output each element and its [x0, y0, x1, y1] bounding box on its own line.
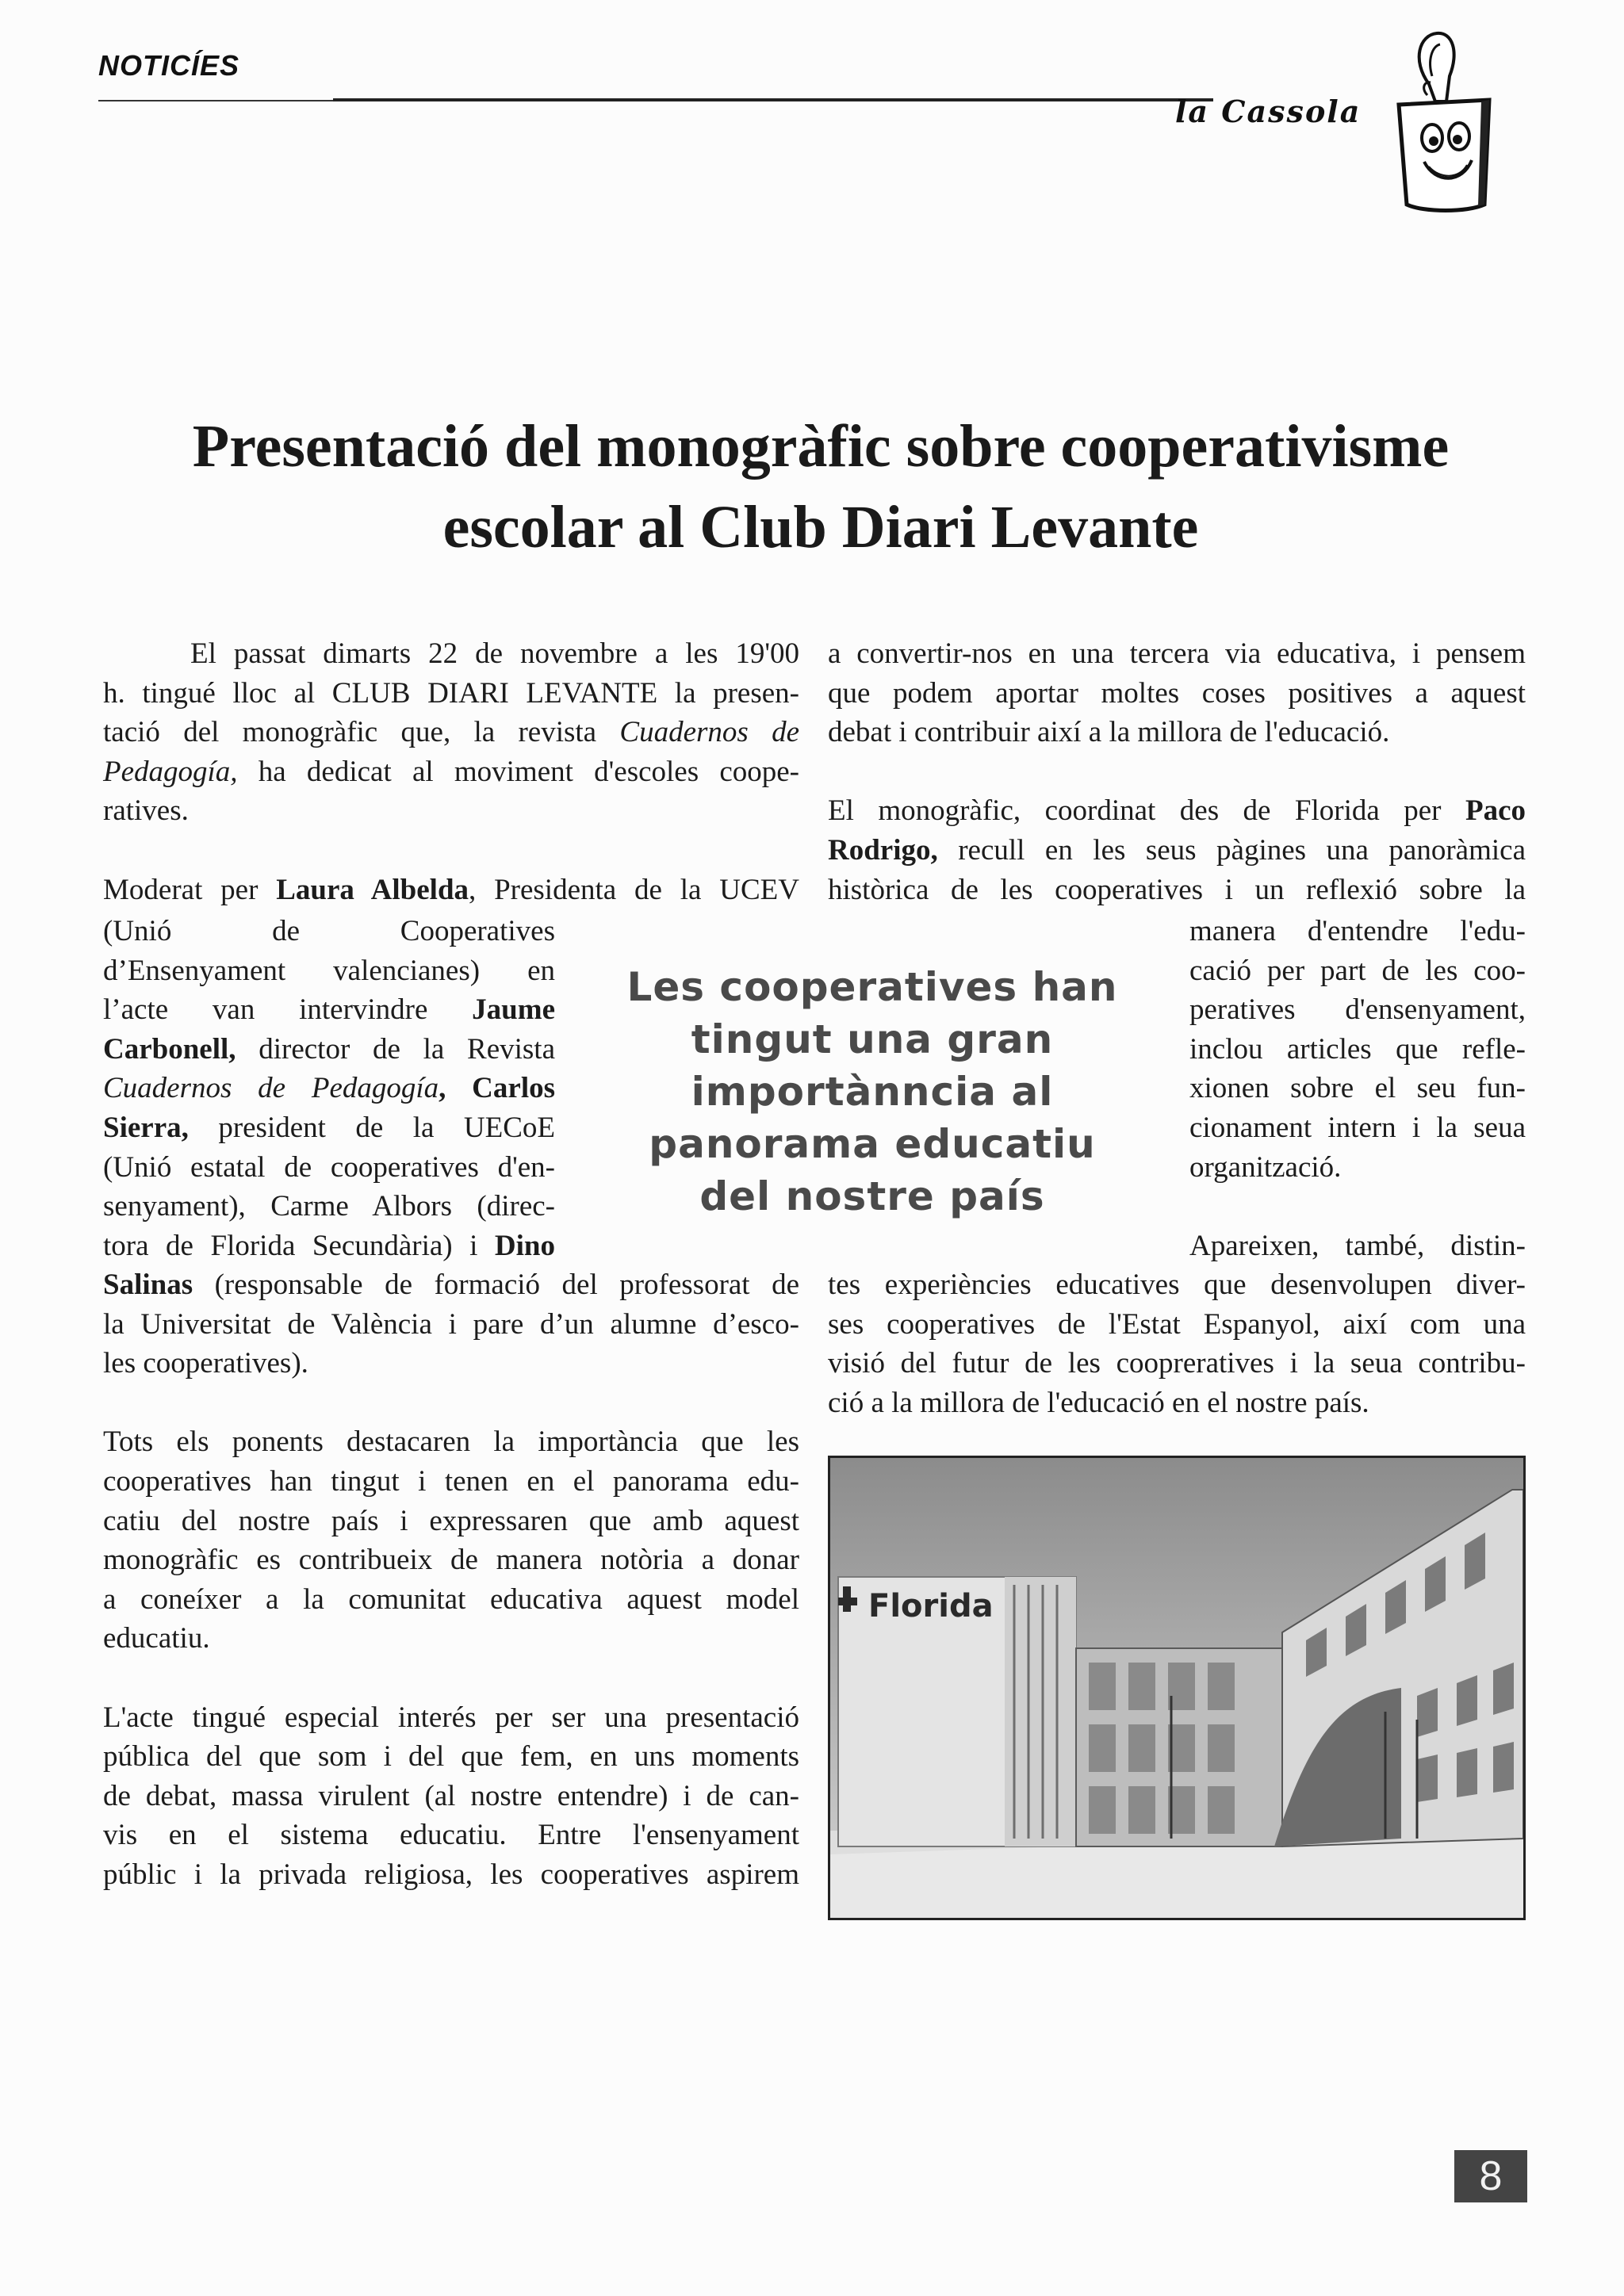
pull-quote-line: del nostre país: [699, 1173, 1045, 1219]
text-run: , Presidenta de la UCEV: [469, 873, 799, 906]
section-label: NOTICÍES: [98, 49, 240, 82]
left-column-lower: [103, 1265, 799, 1934]
article-title: [111, 406, 1530, 568]
text-line: [828, 831, 1526, 871]
person-name: Salinas: [103, 1269, 193, 1301]
left-paragraph-2-intro: [103, 871, 799, 910]
text-line: [103, 1069, 555, 1108]
magazine-name: la Cassola: [1175, 94, 1362, 129]
pull-quote-line: panorama educatiu: [649, 1121, 1096, 1167]
publication-name: Pedagogía,: [103, 755, 238, 788]
page-number: 8: [1454, 2150, 1527, 2202]
text-line: (Unió estatal de cooperatives d'en-: [103, 1150, 555, 1184]
left-column: [103, 634, 799, 909]
text-line: ció a la millora de l'educació en el nostre país.: [828, 1386, 1369, 1419]
text-line: peratives d'ensenyament,: [1189, 993, 1526, 1027]
text-line: visió del futur de les coopreratives i la seua contribu-: [828, 1347, 1526, 1380]
pull-quote-line: tingut una gran: [691, 1016, 1054, 1062]
article-title-line-2: escolar al Club Diari Levante: [442, 494, 1199, 561]
text-line: inclou articles que refle-: [1189, 1032, 1526, 1066]
text-line: cooperatives han tingut i tenen en el panorama edu-: [103, 1464, 799, 1498]
text-line: pública del que som i del que fem, en uns moments: [103, 1740, 799, 1774]
text-line: [103, 752, 799, 792]
text-line: ratives.: [103, 794, 189, 828]
text-line: organització.: [1189, 1150, 1342, 1184]
person-name: Sierra,: [103, 1111, 189, 1144]
left-paragraph-2-end: [103, 1265, 799, 1383]
text-run: ,: [439, 1072, 473, 1105]
text-run: l’acte van intervindre: [103, 993, 473, 1027]
text-line: [103, 871, 799, 910]
text-line: L'acte tingué especial interés per ser una presentació: [103, 1701, 799, 1734]
person-name: Carbonell,: [103, 1032, 236, 1066]
text-run: El monogràfic, coordinat des de Florida per: [828, 794, 1465, 828]
text-line: ses cooperatives de l'Estat Espanyol, així com una: [828, 1307, 1526, 1341]
text-line: a convertir-nos en una tercera via educativa, i pensem: [828, 637, 1526, 670]
left-paragraph-3: [103, 1422, 799, 1659]
text-run: director de la Revista: [236, 1032, 555, 1066]
text-run: tació del monogràfic que, la revista: [103, 716, 620, 749]
text-line: [103, 990, 555, 1030]
header-rule-thick: [333, 98, 1213, 101]
pull-quote: [587, 961, 1158, 1223]
person-name: Dino: [494, 1229, 555, 1262]
right-paragraph-1: [828, 634, 1526, 752]
publication-name: Cuadernos de Pedagogía: [103, 1072, 439, 1105]
florida-sign: Florida: [868, 1588, 994, 1624]
pull-quote-line: Les cooperatives han: [626, 964, 1118, 1010]
text-run: ha dedicat al moviment d'escoles coope-: [237, 755, 799, 788]
text-line: debat i contribuir així a la millora de l'educació.: [828, 716, 1390, 749]
text-line: cació per part de les coo-: [1189, 954, 1526, 987]
person-name: Rodrigo,: [828, 833, 938, 867]
text-line: que podem aportar moltes coses positives a aquest: [828, 676, 1526, 710]
text-line: d’Ensenyament valencianes) en: [103, 954, 555, 987]
text-line: les cooperatives).: [103, 1347, 308, 1380]
text-line: Apareixen, també, distin-: [1189, 1229, 1526, 1262]
text-line: [103, 1265, 799, 1305]
text-run: recull en les seus pàgines una panoràmica: [937, 833, 1526, 867]
person-name: Carlos: [472, 1072, 555, 1105]
building-photo: [828, 1456, 1526, 1920]
text-line: xionen sobre el seu fun-: [1189, 1072, 1526, 1105]
text-line: de debat, massa virulent (al nostre entendre) i de can-: [103, 1779, 799, 1812]
text-run: (responsable de formació del professorat de: [193, 1269, 799, 1301]
text-line: monogràfic es contribueix de manera notòria a donar: [103, 1544, 799, 1577]
text-run: Moderat per: [103, 873, 277, 906]
publication-name: Cuadernos de: [619, 716, 799, 749]
left-wrap-column: [103, 912, 555, 1265]
text-line: històrica de les cooperatives i un reflexió sobre la: [828, 873, 1526, 906]
text-line: El passat dimarts 22 de novembre a les 19'00: [190, 637, 799, 670]
text-line: [103, 713, 799, 752]
text-run: tora de Florida Secundària) i: [103, 1229, 495, 1262]
text-line: (Unió de Cooperatives: [103, 915, 555, 947]
text-line: [103, 1226, 555, 1266]
text-line: manera d'entendre l'edu-: [1189, 915, 1526, 947]
text-line: [828, 791, 1526, 831]
left-paragraph-4: [103, 1698, 799, 1895]
building-photo-illustration: [830, 1458, 1523, 1918]
text-line: cionament intern i la seua: [1189, 1111, 1526, 1144]
text-line: a coneíxer a la comunitat educativa aquest model: [103, 1582, 799, 1616]
text-line: vis en el sistema educatiu. Entre l'ensenyament: [103, 1819, 799, 1852]
text-run: president de la UECoE: [188, 1111, 555, 1144]
right-column: [828, 634, 1526, 909]
left-paragraph-1: [103, 634, 799, 831]
person-name: Jaume: [472, 993, 555, 1027]
text-line: tes experiències educatives que desenvolupen diver-: [828, 1269, 1526, 1301]
person-name: Paco: [1465, 794, 1526, 828]
article-title-line-1: Presentació del monogràfic sobre cooperativisme: [192, 413, 1450, 480]
text-line: catiu del nostre país i expressaren que amb aquest: [103, 1504, 799, 1537]
pull-quote-line: importànncia al: [691, 1069, 1054, 1115]
text-line: h. tingué lloc al CLUB DIARI LEVANTE la presen-: [103, 676, 799, 710]
text-line: senyament), Carme Albors (direc-: [103, 1190, 555, 1223]
text-line: [103, 1030, 555, 1070]
right-column-lower: [828, 1265, 1526, 1422]
text-line: la Universitat de València i pare d’un alumne d’esco-: [103, 1307, 799, 1341]
text-line: públic i la privada religiosa, les cooperatives aspirem: [103, 1858, 799, 1891]
cassola-mascot-logo: [1380, 29, 1507, 219]
text-line: educatiu.: [103, 1622, 210, 1655]
person-name: Laura Albelda: [276, 873, 469, 906]
right-wrap-column: [1189, 912, 1526, 1265]
header-rule-thin: [98, 100, 336, 101]
text-line: Tots els ponents destacaren la importància que les: [103, 1425, 799, 1459]
right-paragraph-2: [828, 791, 1526, 909]
text-line: [103, 1108, 555, 1148]
